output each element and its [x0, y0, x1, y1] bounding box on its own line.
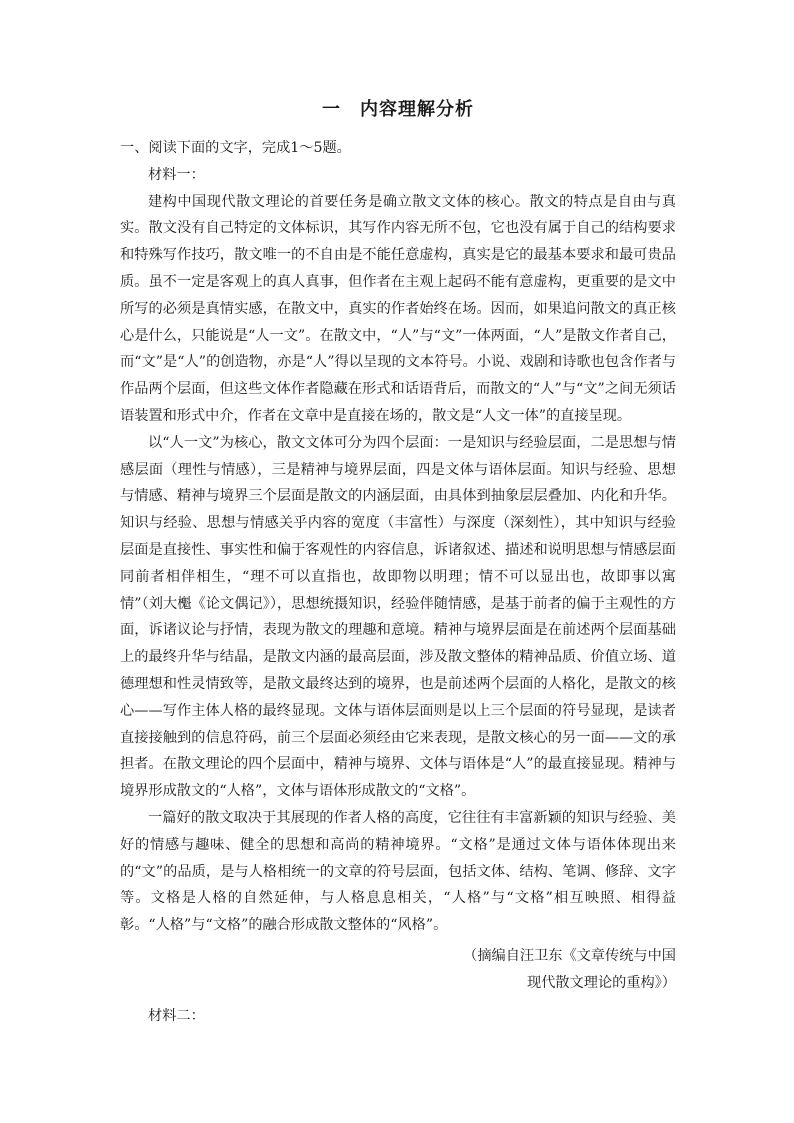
material-two-label: 材料二：: [148, 1007, 205, 1024]
paragraph-2: 以“人一文”为核心，散文文体可分为四个层面：一是知识与经验层面，二是思想与情感层面（理性与情感），三是精神与境界层面，四是文体与语体层面。知识与经验、思想与情感、精神与境界三个层面是散文的内涵层面，由具体到抽象层层叠加、内化和升华。知识与经验、思想与情感关乎内容的宽度（丰富性）与深度（深刻性），其中知识与经验层面是直接性、事实性和偏于客观性的内容信息，诉诸叙述、描述和说明思想与情感层面同前者相伴相生，“理不可以直指也，故即物以明理；情不可以显出也，故即事以寓情”（刘大櫆《论文偶记》），思想统摄知识，经验伴随情感，是基于前者的偏于主观性的方面，诉诸议论与抒情，表现为散文的理趣和意境。精神与境界层面是在前述两个层面基础上的最终升华与结晶，是散文内涵的最高层面，涉及散文整体的精神品质、价值立场、道德理想和性灵情致等，是散文最终达到的境界，也是前述两个层面的人格化，是散文的核心——写作主体人格的最终显现。文体与语体层面则是以上三个层面的符号显现，是读者直接接触到的信息符码，前三个层面必须经由它来表现，是散文核心的另一面——文的承担者。在散文理论的四个层面中，精神与境界、文体与语体是“人”的最直接显现。精神与境界形成散文的“人格”，文体与语体形成散文的“文格”。: [120, 434, 676, 800]
question-intro: 一、阅读下面的文字，完成1～5题。: [120, 140, 351, 156]
document-page: [120, 95, 676, 1029]
source-line-2: 现代散文理论的重构》）: [527, 974, 676, 991]
paragraph-3: 一篇好的散文取决于其展现的作者人格的高度，它往往有丰富新颖的知识与经验、美好的情感与趣味、健全的思想和高尚的精神境界。“文格”是通过文体与语体体现出来的“文”的品质，是与人格相统一的文章的符号层面，包括文体、结构、笔调、修辞、文字等。文格是人格的自然延伸，与人格息息相关，“人格”与“文格”相互映照、相得益彰。“人格”与“文格”的融合形成散文整体的“风格”。: [120, 809, 676, 934]
source-citation: [120, 943, 676, 997]
paragraph-1: 建构中国现代散文理论的首要任务是确立散文文体的核心。散文的特点是自由与真实。散文没有自己特定的文体标识，其写作内容无所不包，它也没有属于自己的结构要求和特殊写作技巧，散文唯一的不自由是不能任意虚构，真实是它的最基本要求和最可贵品质。虽不一定是客观上的真人真事，但作者在主观上起码不能有意虚构，更重要的是文中所写的必须是真情实感，在散文中，真实的作者始终在场。因而，如果追问散文的真正核心是什么，只能说是“人一文”。在散文中，“人”与“文”一体两面，“人”是散文作者自己，而“文”是“人”的创造物，亦是“人”得以呈现的文本符号。小说、戏剧和诗歌也包含作者与作品两个层面，但这些文体作者隐藏在形式和话语背后，而散文的“人”与“文”之间无须话语装置和形式中介，作者在文章中是直接在场的，散文是“人文一体”的直接呈现。: [120, 193, 676, 424]
source-line-1: （摘编自汪卫东《文章传统与中国: [463, 947, 676, 964]
material-one-label: 材料一：: [148, 166, 205, 183]
section-heading: 一 内容理解分析: [322, 99, 474, 120]
